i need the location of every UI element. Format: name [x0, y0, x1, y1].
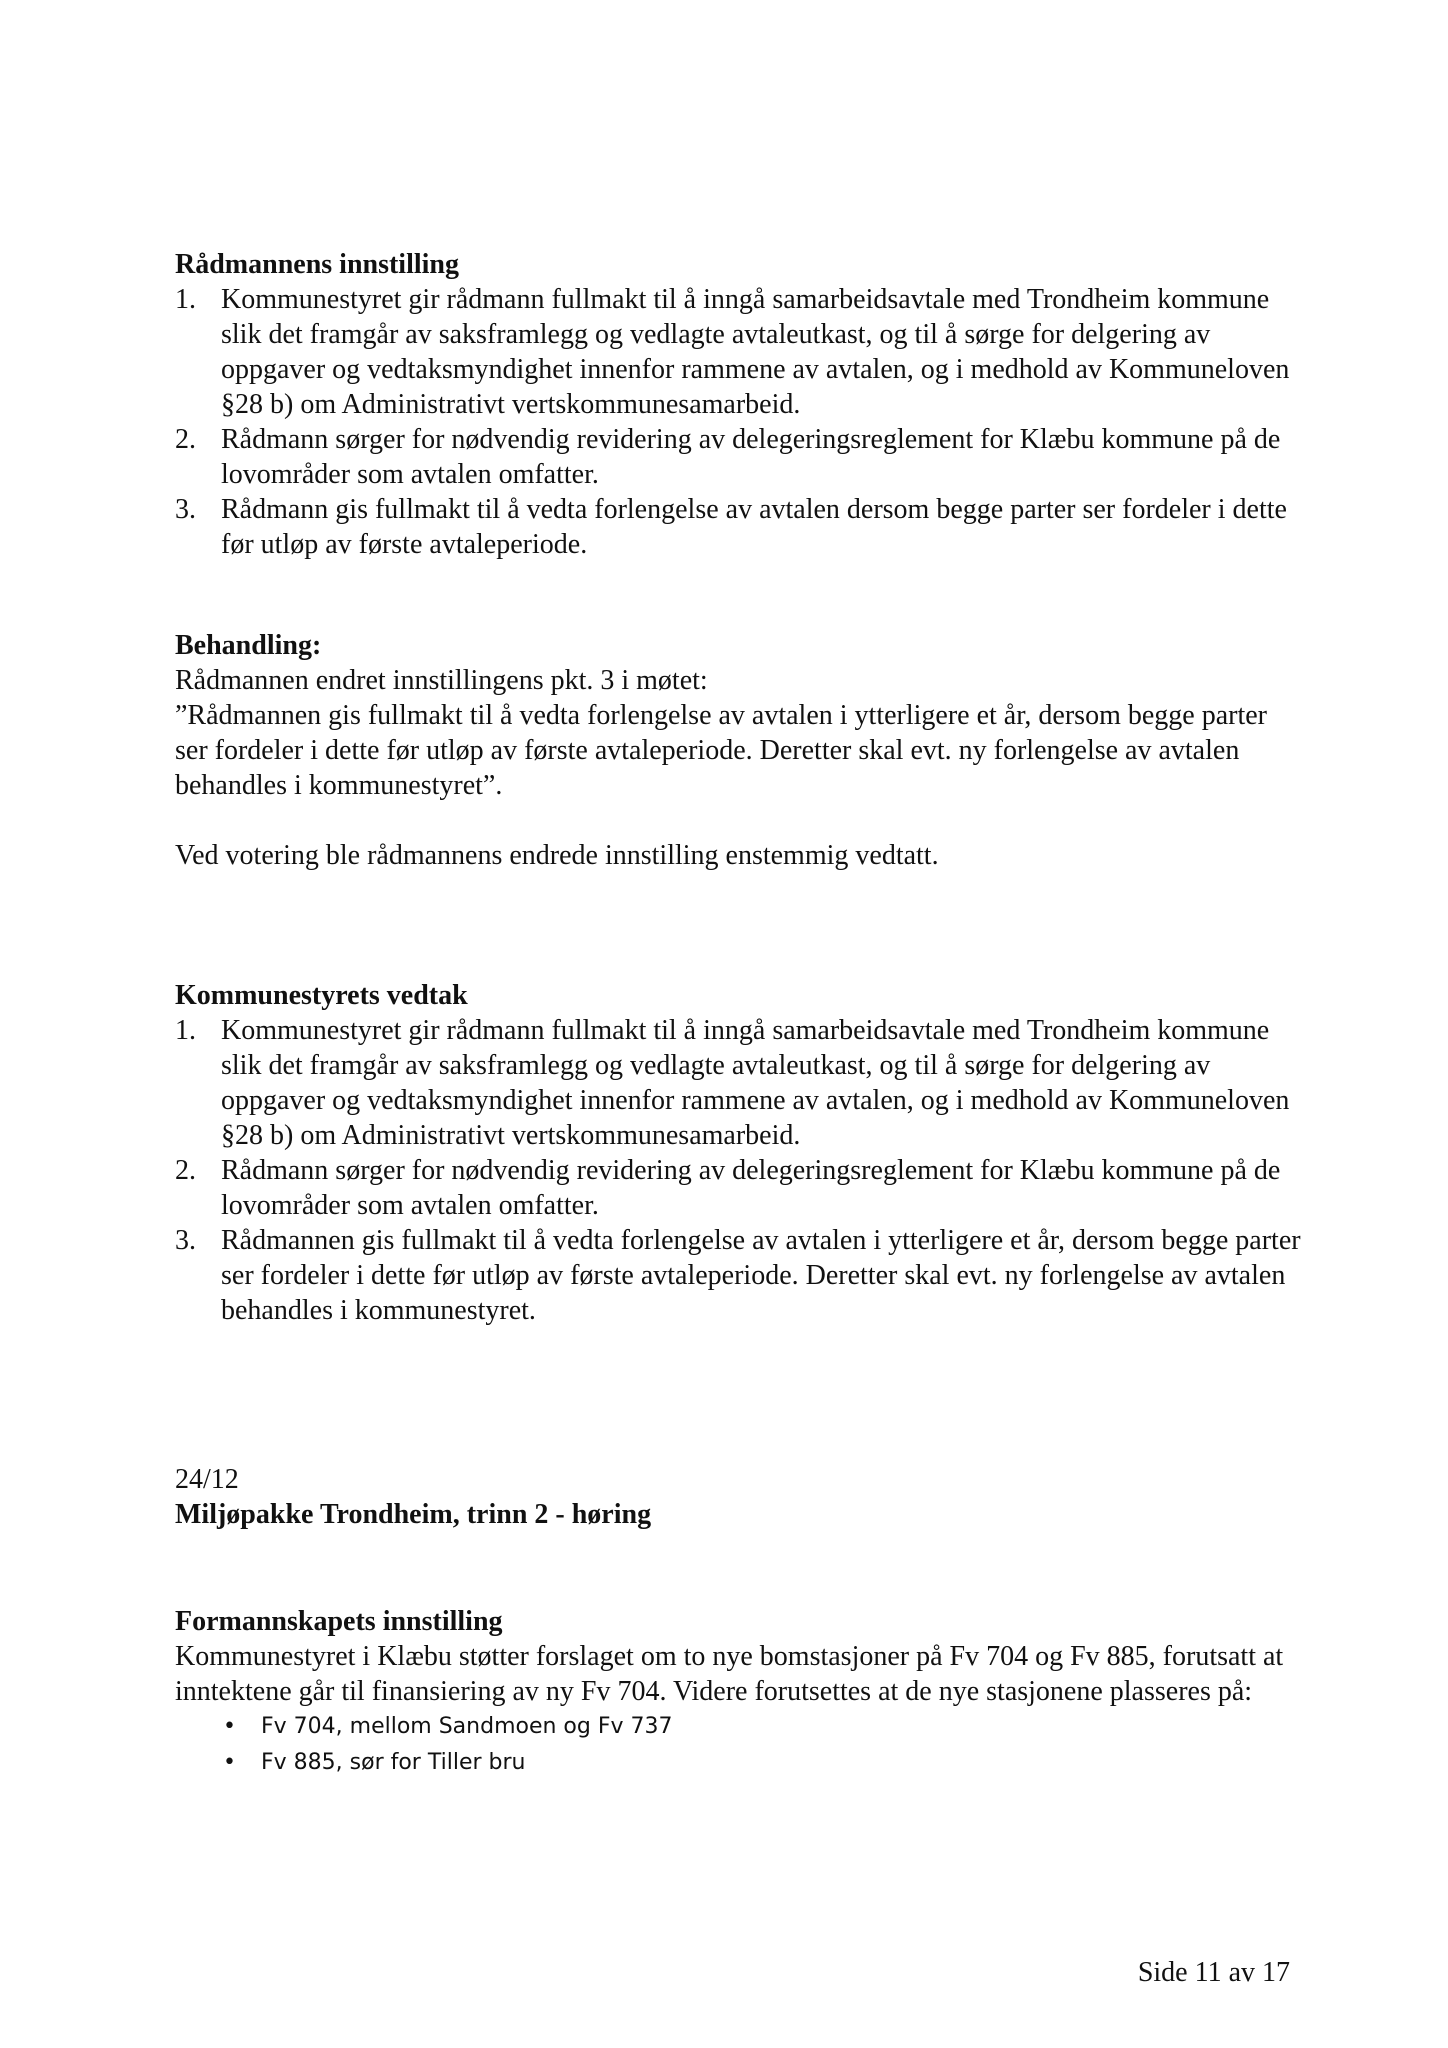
list-item-text: Kommunestyret gir rådmann fullmakt til å inngå samarbeidsavtale med Trondheim kommune slik det framgår av saksframlegg og vedlagte avtaleutkast, og til å sørge for delgering av oppgaver og vedtaksmyndighet innenfor rammene av avtalen, og i medhold av Kommuneloven §28 b) om Administrativt vertskommunesamarbeid.	[221, 1015, 1290, 1151]
list-item-text: Rådmannen gis fullmakt til å vedta forlengelse av avtalen i ytterligere et år, dersom begge parter ser fordeler i dette før utløp av første avtaleperiode. Deretter skal evt. ny forlengelse av avtalen behandles i kommunestyret.	[221, 1225, 1301, 1326]
list-number: 3.	[175, 494, 196, 525]
list-item	[175, 492, 1305, 562]
radmannens-innstilling-section	[175, 247, 1305, 562]
bullet-item	[175, 1745, 1305, 1781]
list-number: 1.	[175, 1015, 196, 1046]
section-heading: Rådmannens innstilling	[175, 249, 459, 280]
numbered-list	[175, 1013, 1305, 1328]
list-item-text: Rådmann sørger for nødvendig revidering av delegeringsreglement for Klæbu kommune på de lovområder som avtalen omfatter.	[221, 424, 1281, 490]
behandling-quote: ”Rådmannen gis fullmakt til å vedta forlengelse av avtalen i ytterligere et år, dersom begge parter ser fordeler i dette før utløp av første avtaleperiode. Deretter skal evt. ny forlengelse av avtalen behandles i kommunestyret”.	[175, 700, 1267, 801]
formannskapets-innstilling-section	[175, 1604, 1305, 1781]
behandling-section	[175, 628, 1305, 873]
section-heading: Kommunestyrets vedtak	[175, 980, 468, 1011]
list-number: 2.	[175, 424, 196, 455]
bullet-text: Fv 704, mellom Sandmoen og Fv 737	[261, 1714, 673, 1739]
behandling-intro: Rådmannen endret innstillingens pkt. 3 i møtet:	[175, 665, 708, 696]
bullet-item	[175, 1709, 1305, 1745]
bullet-list	[175, 1709, 1305, 1781]
bullet-icon: •	[223, 1714, 236, 1739]
list-item-text: Rådmann sørger for nødvendig revidering av delegeringsreglement for Klæbu kommune på de lovområder som avtalen omfatter.	[221, 1155, 1281, 1221]
bullet-text: Fv 885, sør for Tiller bru	[261, 1750, 526, 1775]
list-item-text: Kommunestyret gir rådmann fullmakt til å inngå samarbeidsavtale med Trondheim kommune slik det framgår av saksframlegg og vedlagte avtaleutkast, og til å sørge for delgering av oppgaver og vedtaksmyndighet innenfor rammene av avtalen, og i medhold av Kommuneloven §28 b) om Administrativt vertskommunesamarbeid.	[221, 284, 1290, 420]
list-number: 1.	[175, 284, 196, 315]
case-header	[175, 1462, 1305, 1532]
section-heading: Behandling:	[175, 630, 322, 661]
list-item	[175, 282, 1305, 422]
list-item	[175, 1223, 1305, 1328]
list-item-text: Rådmann gis fullmakt til å vedta forlengelse av avtalen dersom begge parter ser fordeler i dette før utløp av første avtaleperiode.	[221, 494, 1287, 560]
list-number: 2.	[175, 1155, 196, 1186]
list-item	[175, 422, 1305, 492]
list-item	[175, 1153, 1305, 1223]
voting-result: Ved votering ble rådmannens endrede innstilling enstemmig vedtatt.	[175, 840, 939, 871]
kommunestyrets-vedtak-section	[175, 978, 1305, 1328]
list-number: 3.	[175, 1225, 196, 1256]
section-heading: Formannskapets innstilling	[175, 1606, 503, 1637]
list-item	[175, 1013, 1305, 1153]
case-title: Miljøpakke Trondheim, trinn 2 - høring	[175, 1499, 652, 1530]
bullet-icon: •	[223, 1750, 236, 1775]
innstilling-text: Kommunestyret i Klæbu støtter forslaget om to nye bomstasjoner på Fv 704 og Fv 885, forutsatt at inntektene går til finansiering av ny Fv 704. Videre forutsettes at de nye stasjonene plasseres på:	[175, 1641, 1284, 1707]
numbered-list	[175, 282, 1305, 562]
case-number: 24/12	[175, 1464, 239, 1495]
page-number: Side 11 av 17	[1137, 1957, 1290, 1988]
